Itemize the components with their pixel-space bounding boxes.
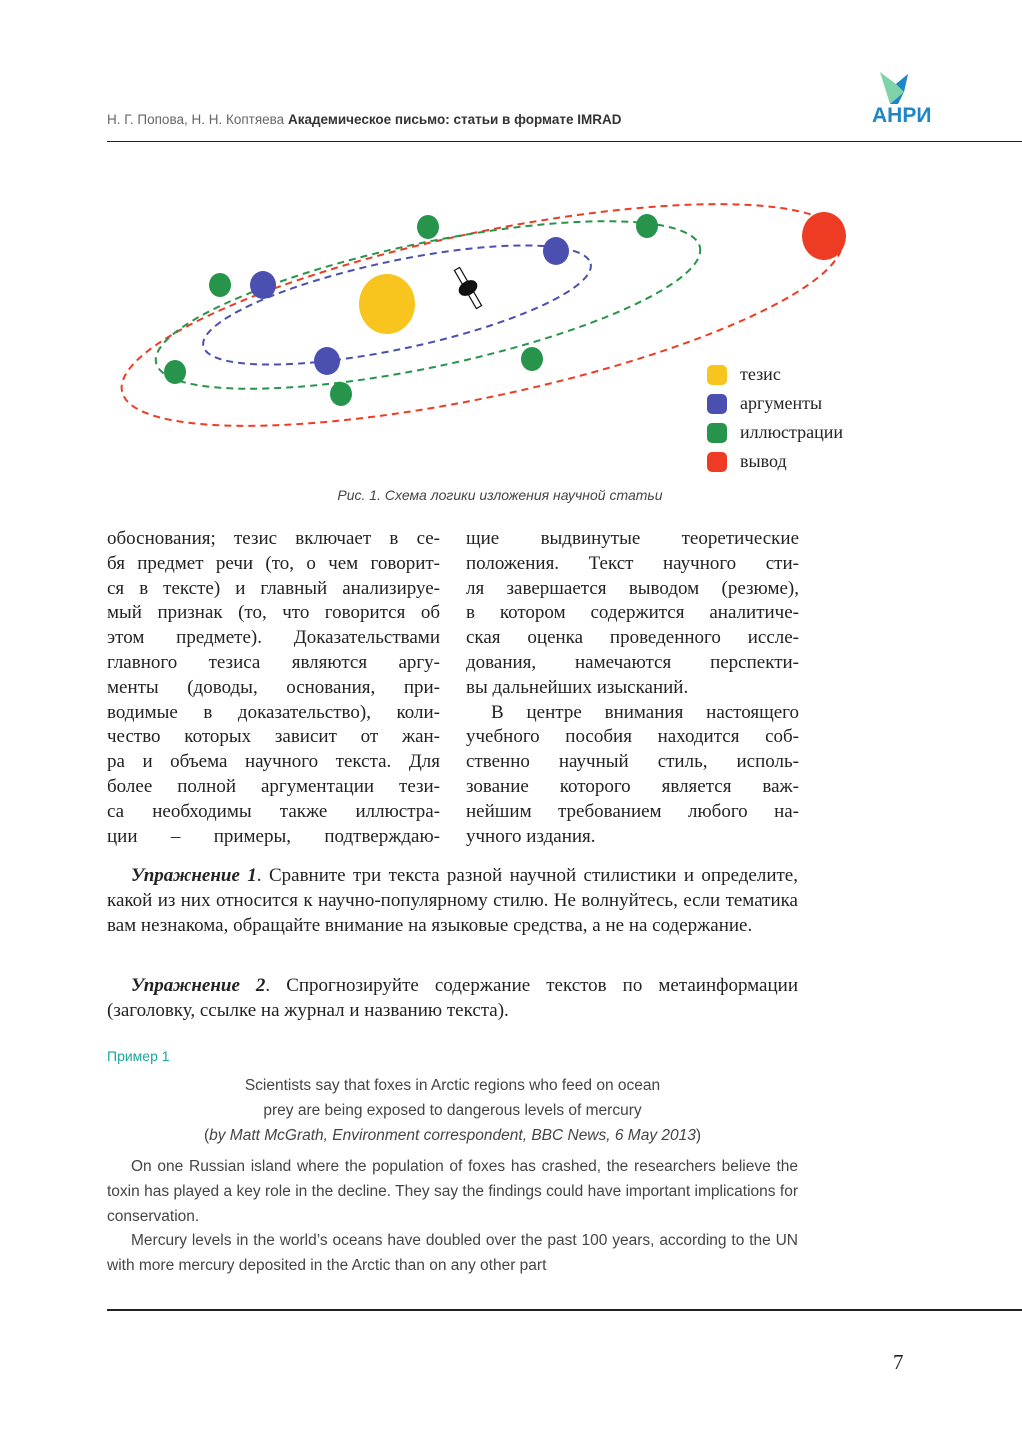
logo-text: АНРИ <box>872 104 932 127</box>
example-paragraph: Mercury levels in the world’s oceans have doubled over the past 100 years, according to the UN with more mercury deposited in the Arctic than on any other part <box>107 1232 798 1274</box>
figure-caption: Рис. 1. Схема логики изложения научной статьи <box>337 487 663 503</box>
text-line: ции – примеры, подтверждаю- <box>107 825 440 847</box>
legend-swatch <box>707 423 727 443</box>
title-line: Scientists say that foxes in Arctic regions who feed on ocean <box>244 1077 661 1094</box>
legend-label: аргументы <box>740 393 823 413</box>
exercise-2 <box>107 974 798 1024</box>
text-line: учного издания. <box>466 825 596 847</box>
text-line: ская оценка проведенного иссле- <box>466 627 799 649</box>
byline: (by Matt McGrath, Environment correspondent, BBC News, 6 May 2013) <box>203 1127 702 1144</box>
text-line: чество которых зависит от жан- <box>107 726 440 748</box>
example-title <box>107 1073 798 1148</box>
legend-swatch <box>707 365 727 385</box>
text-line: главного тезиса являются аргу- <box>107 651 440 673</box>
text-line: са необходимы также иллюстра- <box>107 800 440 822</box>
page-number: 7 <box>893 1350 904 1374</box>
header-authors: Н. Г. Попова, Н. Н. Коптяева <box>107 112 285 127</box>
footer-rule <box>107 1309 1022 1311</box>
right-column <box>466 527 799 849</box>
thesis-sun <box>359 274 415 334</box>
text-line: дования, намечаются перспекти- <box>466 651 799 673</box>
text-line: этом предмете). Доказательствами <box>107 627 440 649</box>
text-line: менты (доводы, основания, при- <box>107 676 440 698</box>
legend-swatch <box>707 452 727 472</box>
legend-item-thesis <box>707 364 781 385</box>
exercise-text: . Спрогнозируйте содержание текстов по метаинформации (заголовку, ссылке на журнал и названию текста). <box>107 975 798 1021</box>
exercise-1 <box>107 864 798 938</box>
text-line: положения. Текст научного сти- <box>466 552 799 574</box>
example-label: Пример 1 <box>107 1048 170 1064</box>
text-line: ся в тексте) и главный анализируе- <box>107 577 440 599</box>
text-line: мый признак (то, что говорится об <box>107 602 440 624</box>
exercise-label: Упражнение 1 <box>131 865 257 886</box>
left-column <box>107 527 440 849</box>
text-line: нейшим требованием любого на- <box>466 800 799 822</box>
satellite-icon <box>448 264 487 312</box>
text-line: ственно научный стиль, исполь- <box>466 751 799 773</box>
text-line: обоснования; тезис включает в се- <box>107 528 440 549</box>
exercise-text: . Сравните три текста разной научной стилистики и определите, какой из них относится к научно-популярному стилю. Не волнуйтесь, если тематика вам незнакома, обращайте внимание на языковые средства, а не на содержание. <box>107 865 798 936</box>
text-line: ля завершается выводом (резюме), <box>466 577 799 599</box>
text-line: бя предмет речи (то, о чем говорит- <box>107 552 440 574</box>
text-line: в котором содержится аналитиче- <box>466 602 799 624</box>
title-line: prey are being exposed to dangerous levels of mercury <box>263 1102 642 1119</box>
legend-item-conclusion <box>707 451 787 472</box>
text-line: зование которого является важ- <box>466 775 799 797</box>
text-line: ра и объема научного текста. Для <box>107 751 440 773</box>
text-line: водимые в доказательство), коли- <box>107 701 440 723</box>
legend-label: вывод <box>740 451 787 471</box>
legend-item-illustrations <box>707 422 843 443</box>
legend-item-arguments <box>707 393 822 414</box>
byline-text: by Matt McGrath, Environment correspondent, BBC News, 6 May 2013 <box>209 1127 696 1144</box>
orbit-diagram <box>0 0 1022 480</box>
text-line: более полной аргументации тези- <box>107 775 440 797</box>
example-paragraph: On one Russian island where the population of foxes has crashed, the researchers believe the toxin has played a key role in the decline. They say the findings could have important implications for conservation. <box>107 1158 798 1225</box>
text-line: учебного пособия находится соб- <box>466 726 799 748</box>
legend-label: иллюстрации <box>740 422 844 442</box>
exercise-label: Упражнение 2 <box>131 975 266 996</box>
conclusion-planet <box>802 212 846 260</box>
text-line: щие выдвинутые теоретические <box>466 528 799 549</box>
legend-swatch <box>707 394 727 414</box>
legend-label: тезис <box>740 364 781 384</box>
header-book-title: Академическое письмо: статьи в формате IMRAD <box>287 112 622 127</box>
text-line: В центре внимания настоящего <box>491 701 799 723</box>
text-line: вы дальнейших изысканий. <box>466 676 689 698</box>
